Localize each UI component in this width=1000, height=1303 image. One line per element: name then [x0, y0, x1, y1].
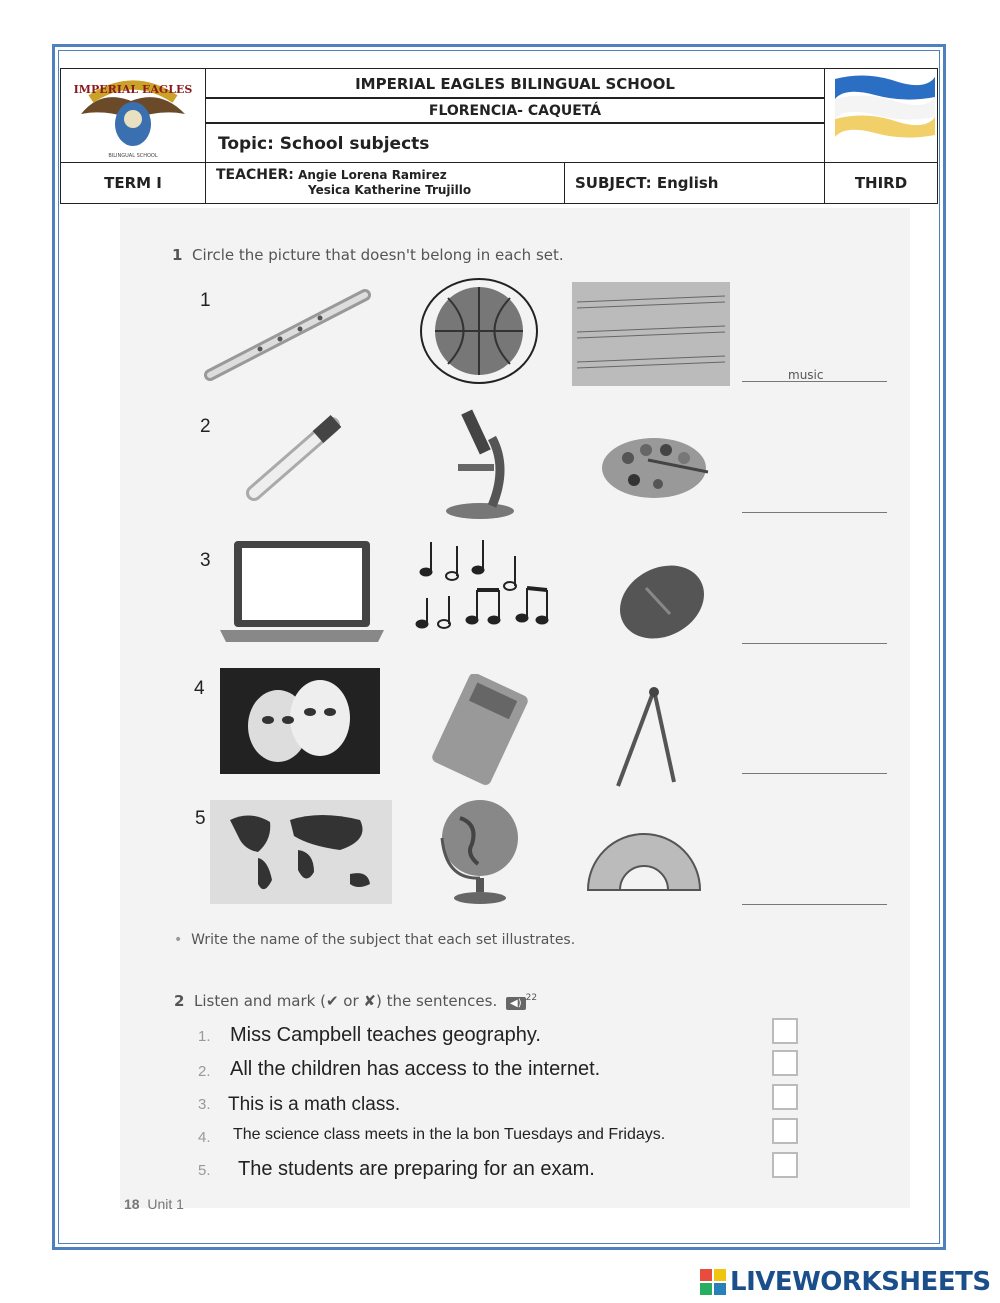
sentence-1-number: 1. [198, 1028, 211, 1045]
music-notes-icon [414, 538, 560, 634]
sentence-1: Miss Campbell teaches geography. [230, 1024, 541, 1046]
computer-mouse-icon [612, 560, 712, 642]
exercise1-title-text: Circle the picture that doesn't belong in each set. [191, 246, 564, 264]
header-table [60, 68, 938, 204]
unit-label: Unit 1 [147, 1196, 184, 1212]
checkbox-3[interactable] [772, 1084, 798, 1110]
liveworksheets-logo-icon [700, 1269, 726, 1295]
sentence-5: The students are preparing for an exam. [238, 1158, 595, 1180]
exercise2-title-text: Listen and mark (✔ or ✘) the sentences. [193, 992, 498, 1010]
teacher-info [205, 162, 565, 204]
set-1-number: 1 [200, 290, 211, 311]
teacher-name-2: Yesica Katherine Trujillo [308, 183, 472, 197]
school-name: IMPERIAL EAGLES BILINGUAL SCHOOL [205, 68, 825, 98]
exercise1-number: 1 [172, 246, 183, 264]
answer-1: music [788, 368, 824, 382]
page-footer [124, 1196, 184, 1212]
logo-subtext: BILINGUAL SCHOOL [108, 153, 158, 159]
sentence-3-number: 3. [198, 1096, 211, 1113]
liveworksheets-brand[interactable] [700, 1265, 991, 1299]
audio-track-number: 22 [525, 993, 538, 1003]
audio-track-icon[interactable]: ◀) [506, 997, 526, 1010]
exercise1-instruction: • Write the name of the subject that each set illustrates. [174, 932, 576, 948]
theater-masks-icon [220, 668, 380, 774]
term-label: TERM I [60, 162, 206, 204]
sentence-2: All the children has access to the internet. [230, 1058, 601, 1080]
basketball-icon [418, 276, 540, 386]
teacher-name-1: Angie Lorena Ramirez [298, 168, 447, 182]
checkbox-2[interactable] [772, 1050, 798, 1076]
grade-label: THIRD [824, 162, 938, 204]
sentence-2-number: 2. [198, 1063, 211, 1080]
calculator-icon [430, 674, 534, 786]
teacher-label: TEACHER: [216, 167, 294, 183]
page-number: 18 [124, 1196, 140, 1212]
compass-divider-icon [604, 686, 684, 798]
sentence-4-number: 4. [198, 1129, 211, 1146]
answer-line-5[interactable] [742, 903, 887, 905]
set-2-number: 2 [200, 416, 211, 437]
exercise1-instruction-text: Write the name of the subject that each set illustrates. [191, 932, 576, 948]
globe-icon [438, 794, 522, 908]
sentence-3: This is a math class. [228, 1094, 401, 1115]
brand-name: LIVEWORKSHEETS [730, 1267, 991, 1297]
answer-line-4[interactable] [742, 772, 887, 774]
sentence-4: The science class meets in the la bon Tuesdays and Fridays. [233, 1126, 666, 1143]
checkbox-1[interactable] [772, 1018, 798, 1044]
test-tube-icon [242, 413, 347, 503]
answer-line-3[interactable] [742, 642, 887, 644]
sentence-5-number: 5. [198, 1162, 211, 1179]
worksheet-area [120, 208, 910, 1208]
recorder-flute-icon [200, 283, 380, 383]
topic-title: Topic: School subjects [205, 123, 825, 163]
exercise2-title [174, 992, 537, 1010]
world-map-icon [210, 800, 392, 904]
checkbox-5[interactable] [772, 1152, 798, 1178]
answer-line-2[interactable] [742, 511, 887, 513]
sheet-music-icon [572, 282, 730, 386]
microscope-icon [440, 408, 520, 520]
exercise1-title [172, 246, 564, 264]
set-3-number: 3 [200, 550, 211, 571]
logo-text: IMPERIAL EAGLES [73, 83, 193, 96]
paint-palette-icon [598, 430, 710, 502]
checkbox-4[interactable] [772, 1118, 798, 1144]
set-5-number: 5 [195, 808, 206, 829]
exercise2-number: 2 [174, 992, 185, 1010]
set-4-number: 4 [194, 678, 205, 699]
school-city: FLORENCIA- CAQUETÁ [205, 98, 825, 123]
flag [824, 68, 938, 163]
laptop-icon [220, 538, 388, 646]
school-logo [60, 68, 206, 163]
subject-label: SUBJECT: English [564, 162, 825, 204]
protractor-icon [584, 824, 704, 896]
